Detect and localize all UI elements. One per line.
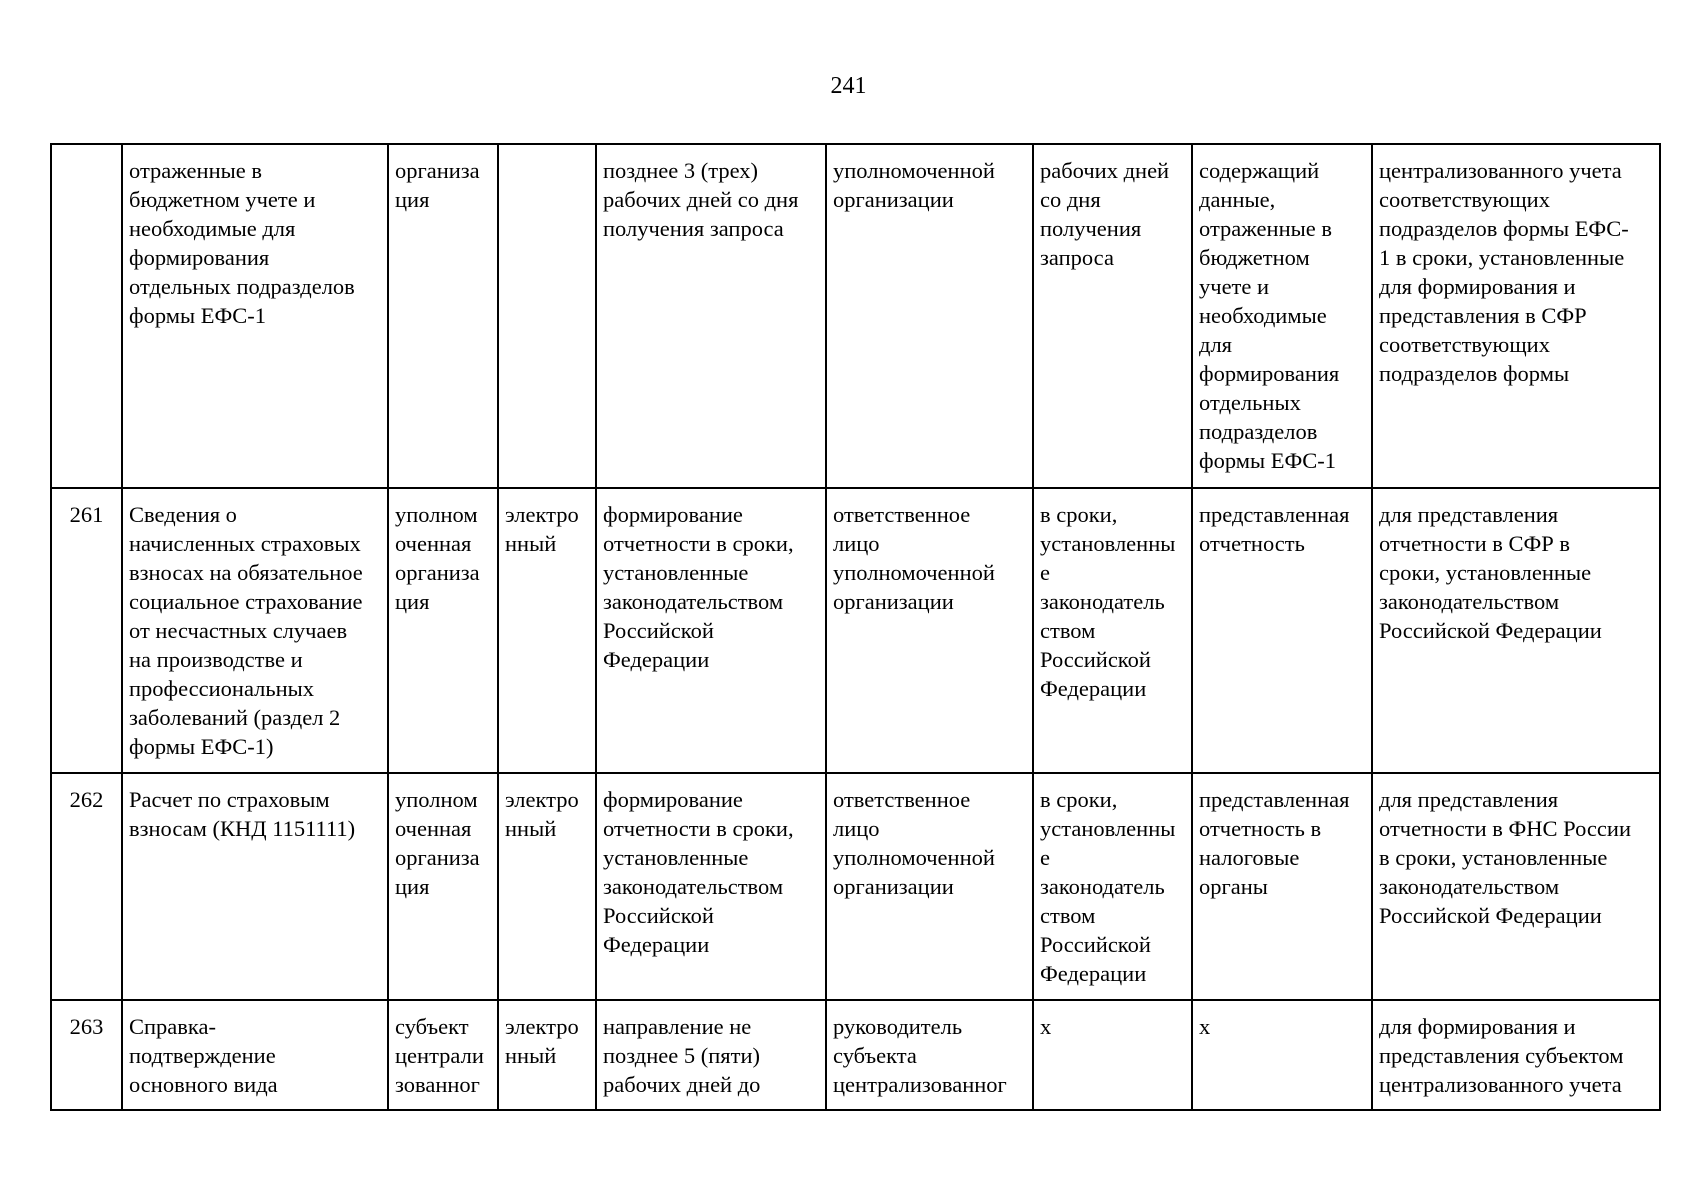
source-cell — [388, 488, 498, 773]
cell-text-line: отдельных подразделов — [129, 274, 355, 299]
cell-text-line: учете и — [1199, 274, 1270, 299]
table-row — [51, 1000, 1660, 1110]
cell-text-line: формы ЕФС-1) — [129, 734, 274, 759]
cell-text-line: руководитель — [833, 1014, 963, 1039]
cell-text-line: представленная — [1199, 787, 1350, 812]
row-number-cell: 261 — [51, 488, 122, 773]
cell-text-line: оченная — [395, 531, 472, 556]
cell-text-line: основного вида — [129, 1072, 278, 1097]
cell-text-line: уполном — [395, 787, 478, 812]
cell-text-line: централизованного учета — [1379, 1072, 1622, 1097]
cell-text-line: социальное страхование — [129, 589, 363, 614]
cell-text-line: подтверждение — [129, 1043, 276, 1068]
cell-text-line: необходимые для — [129, 216, 296, 241]
cell-text-line: уполном — [395, 502, 478, 527]
cell-text-line: подразделов — [1199, 419, 1318, 444]
cell-text-line: е — [1040, 845, 1050, 870]
timing-cell — [596, 773, 826, 1000]
name-cell — [122, 488, 388, 773]
cell-text-line: позднее 5 (пяти) — [603, 1043, 760, 1068]
purpose-cell — [1372, 488, 1660, 773]
cell-text-line: организа — [395, 158, 480, 183]
purpose-cell — [1372, 773, 1660, 1000]
cell-text-line: электро — [505, 1014, 579, 1039]
cell-text-line: для формирования и — [1379, 274, 1576, 299]
cell-text-line: ция — [395, 187, 430, 212]
cell-text-line: формирования — [1199, 361, 1340, 386]
cell-text-line: установленны — [1040, 816, 1176, 841]
cell-text-line: отчетности в сроки, — [603, 531, 794, 556]
page-number: 241 — [830, 73, 867, 99]
purpose-cell — [1372, 144, 1660, 488]
cell-text-line: организа — [395, 845, 480, 870]
cell-text-line: установленны — [1040, 531, 1176, 556]
cell-text-line: отчетность — [1199, 531, 1305, 556]
row-number-cell — [51, 144, 122, 488]
cell-text-line: взносам (КНД 1151111) — [129, 816, 356, 841]
cell-text-line: установленные — [603, 560, 749, 585]
cell-text-line: отчетности в ФНС России — [1379, 816, 1631, 841]
cell-text-line: сроки, установленные — [1379, 560, 1592, 585]
table-row — [51, 488, 1660, 773]
cell-text-line: отчетности в сроки, — [603, 816, 794, 841]
cell-text-line: формирование — [603, 502, 743, 527]
cell-text-line: ция — [395, 589, 430, 614]
cell-text-line: отраженные в — [129, 158, 262, 183]
cell-text-line: получения запроса — [603, 216, 784, 241]
source-cell — [388, 773, 498, 1000]
cell-text-line: рабочих дней — [1040, 158, 1170, 183]
cell-text-line: получения — [1040, 216, 1142, 241]
cell-text-line: законодательством — [1379, 874, 1560, 899]
name-cell — [122, 144, 388, 488]
cell-text-line: лицо — [833, 531, 880, 556]
table-body — [51, 144, 1660, 1110]
cell-text-line: централи — [395, 1043, 484, 1068]
cell-text-line: подразделов формы — [1379, 361, 1570, 386]
result-cell — [1192, 144, 1372, 488]
cell-text-line: формирования — [129, 245, 270, 270]
cell-text-line: для формирования и — [1379, 1014, 1576, 1039]
cell-text-line: субъекта — [833, 1043, 917, 1068]
cell-text-line: электро — [505, 502, 579, 527]
deadline-cell — [1033, 1000, 1192, 1110]
cell-text-line: законодательством — [1379, 589, 1560, 614]
cell-text-line: налоговые — [1199, 845, 1300, 870]
responsible-cell — [826, 144, 1033, 488]
cell-text-line: для представления — [1379, 502, 1559, 527]
table-row — [51, 773, 1660, 1000]
cell-text-line: Сведения о — [129, 502, 237, 527]
cell-text-line: органы — [1199, 874, 1268, 899]
cell-text-line: централизованного учета — [1379, 158, 1622, 183]
cell-text-line: со дня — [1040, 187, 1101, 212]
format-cell — [498, 1000, 596, 1110]
cell-text-line: представления субъектом — [1379, 1043, 1624, 1068]
cell-text-line: организации — [833, 589, 954, 614]
deadline-cell — [1033, 144, 1192, 488]
cell-text-line: Российской — [603, 618, 714, 643]
name-cell — [122, 773, 388, 1000]
cell-text-line: оченная — [395, 816, 472, 841]
source-cell — [388, 1000, 498, 1110]
cell-text-line: субъект — [395, 1014, 469, 1039]
cell-text-line: бюджетном — [1199, 245, 1310, 270]
cell-text-line: централизованног — [833, 1072, 1007, 1097]
cell-text-line: необходимые — [1199, 303, 1327, 328]
responsible-cell — [826, 488, 1033, 773]
cell-text-line: для — [1199, 332, 1233, 357]
cell-text-line: х — [1199, 1014, 1211, 1039]
cell-text-line: подразделов формы ЕФС- — [1379, 216, 1629, 241]
format-cell — [498, 144, 596, 488]
row-number-cell: 262 — [51, 773, 122, 1000]
cell-text-line: отчетность в — [1199, 816, 1322, 841]
cell-text-line: данные, — [1199, 187, 1276, 212]
cell-text-line: формирование — [603, 787, 743, 812]
cell-text-line: ответственное — [833, 502, 971, 527]
cell-text-line: взносах на обязательное — [129, 560, 363, 585]
timing-cell — [596, 488, 826, 773]
cell-text-line: Федерации — [603, 932, 710, 957]
cell-text-line: содержащий — [1199, 158, 1320, 183]
source-cell — [388, 144, 498, 488]
cell-text-line: нный — [505, 1043, 557, 1068]
format-cell — [498, 488, 596, 773]
table-row — [51, 144, 1660, 488]
format-cell — [498, 773, 596, 1000]
cell-text-line: законодатель — [1040, 589, 1165, 614]
name-cell — [122, 1000, 388, 1110]
cell-text-line: нный — [505, 531, 557, 556]
cell-text-line: от несчастных случаев — [129, 618, 348, 643]
cell-text-line: начисленных страховых — [129, 531, 361, 556]
cell-text-line: уполномоченной — [833, 845, 995, 870]
cell-text-line: е — [1040, 560, 1050, 585]
cell-text-line: законодательством — [603, 589, 784, 614]
cell-text-line: позднее 3 (трех) — [603, 158, 759, 183]
cell-text-line: рабочих дней со дня — [603, 187, 799, 212]
cell-text-line: х — [1040, 1014, 1052, 1039]
cell-text-line: в сроки, установленные — [1379, 845, 1608, 870]
cell-text-line: рабочих дней до — [603, 1072, 761, 1097]
cell-text-line: нный — [505, 816, 557, 841]
cell-text-line: ответственное — [833, 787, 971, 812]
result-cell — [1192, 773, 1372, 1000]
cell-text-line: организации — [833, 874, 954, 899]
cell-text-line: законодательством — [603, 874, 784, 899]
cell-text-line: организации — [833, 187, 954, 212]
cell-text-line: лицо — [833, 816, 880, 841]
cell-text-line: зованног — [395, 1072, 480, 1097]
cell-text-line: Российской Федерации — [1379, 618, 1602, 643]
cell-text-line: соответствующих — [1379, 332, 1550, 357]
cell-text-line: в сроки, — [1040, 502, 1118, 527]
cell-text-line: в сроки, — [1040, 787, 1118, 812]
cell-text-line: Федерации — [1040, 961, 1147, 986]
result-cell — [1192, 488, 1372, 773]
cell-text-line: бюджетном учете и — [129, 187, 316, 212]
responsible-cell — [826, 1000, 1033, 1110]
cell-text-line: отчетности в СФР в — [1379, 531, 1571, 556]
cell-text-line: представления в СФР — [1379, 303, 1587, 328]
cell-text-line: Федерации — [1040, 676, 1147, 701]
deadline-cell — [1033, 488, 1192, 773]
cell-text-line: Российской — [1040, 932, 1151, 957]
deadline-cell — [1033, 773, 1192, 1000]
timing-cell — [596, 144, 826, 488]
cell-text-line: Российской Федерации — [1379, 903, 1602, 928]
cell-text-line: Расчет по страховым — [129, 787, 330, 812]
cell-text-line: уполномоченной — [833, 158, 995, 183]
cell-text-line: представленная — [1199, 502, 1350, 527]
cell-text-line: запроса — [1040, 245, 1114, 270]
timing-cell — [596, 1000, 826, 1110]
cell-text-line: Российской — [1040, 647, 1151, 672]
cell-text-line: соответствующих — [1379, 187, 1550, 212]
cell-text-line: Справка- — [129, 1014, 216, 1039]
cell-text-line: отдельных — [1199, 390, 1301, 415]
cell-text-line: формы ЕФС-1 — [129, 303, 266, 328]
document-table — [50, 143, 1661, 1111]
result-cell — [1192, 1000, 1372, 1110]
cell-text-line: организа — [395, 560, 480, 585]
cell-text-line: профессиональных — [129, 676, 315, 701]
cell-text-line: заболеваний (раздел 2 — [129, 705, 341, 730]
cell-text-line: Федерации — [603, 647, 710, 672]
cell-text-line: направление не — [603, 1014, 752, 1039]
cell-text-line: ством — [1040, 903, 1096, 928]
cell-text-line: для представления — [1379, 787, 1559, 812]
cell-text-line: уполномоченной — [833, 560, 995, 585]
cell-text-line: 1 в сроки, установленные — [1379, 245, 1625, 270]
cell-text-line: электро — [505, 787, 579, 812]
responsible-cell — [826, 773, 1033, 1000]
cell-text-line: формы ЕФС-1 — [1199, 448, 1336, 473]
row-number-cell: 263 — [51, 1000, 122, 1110]
cell-text-line: ция — [395, 874, 430, 899]
cell-text-line: на производстве и — [129, 647, 303, 672]
purpose-cell — [1372, 1000, 1660, 1110]
cell-text-line: Российской — [603, 903, 714, 928]
cell-text-line: отраженные в — [1199, 216, 1332, 241]
cell-text-line: ством — [1040, 618, 1096, 643]
cell-text-line: законодатель — [1040, 874, 1165, 899]
cell-text-line: установленные — [603, 845, 749, 870]
